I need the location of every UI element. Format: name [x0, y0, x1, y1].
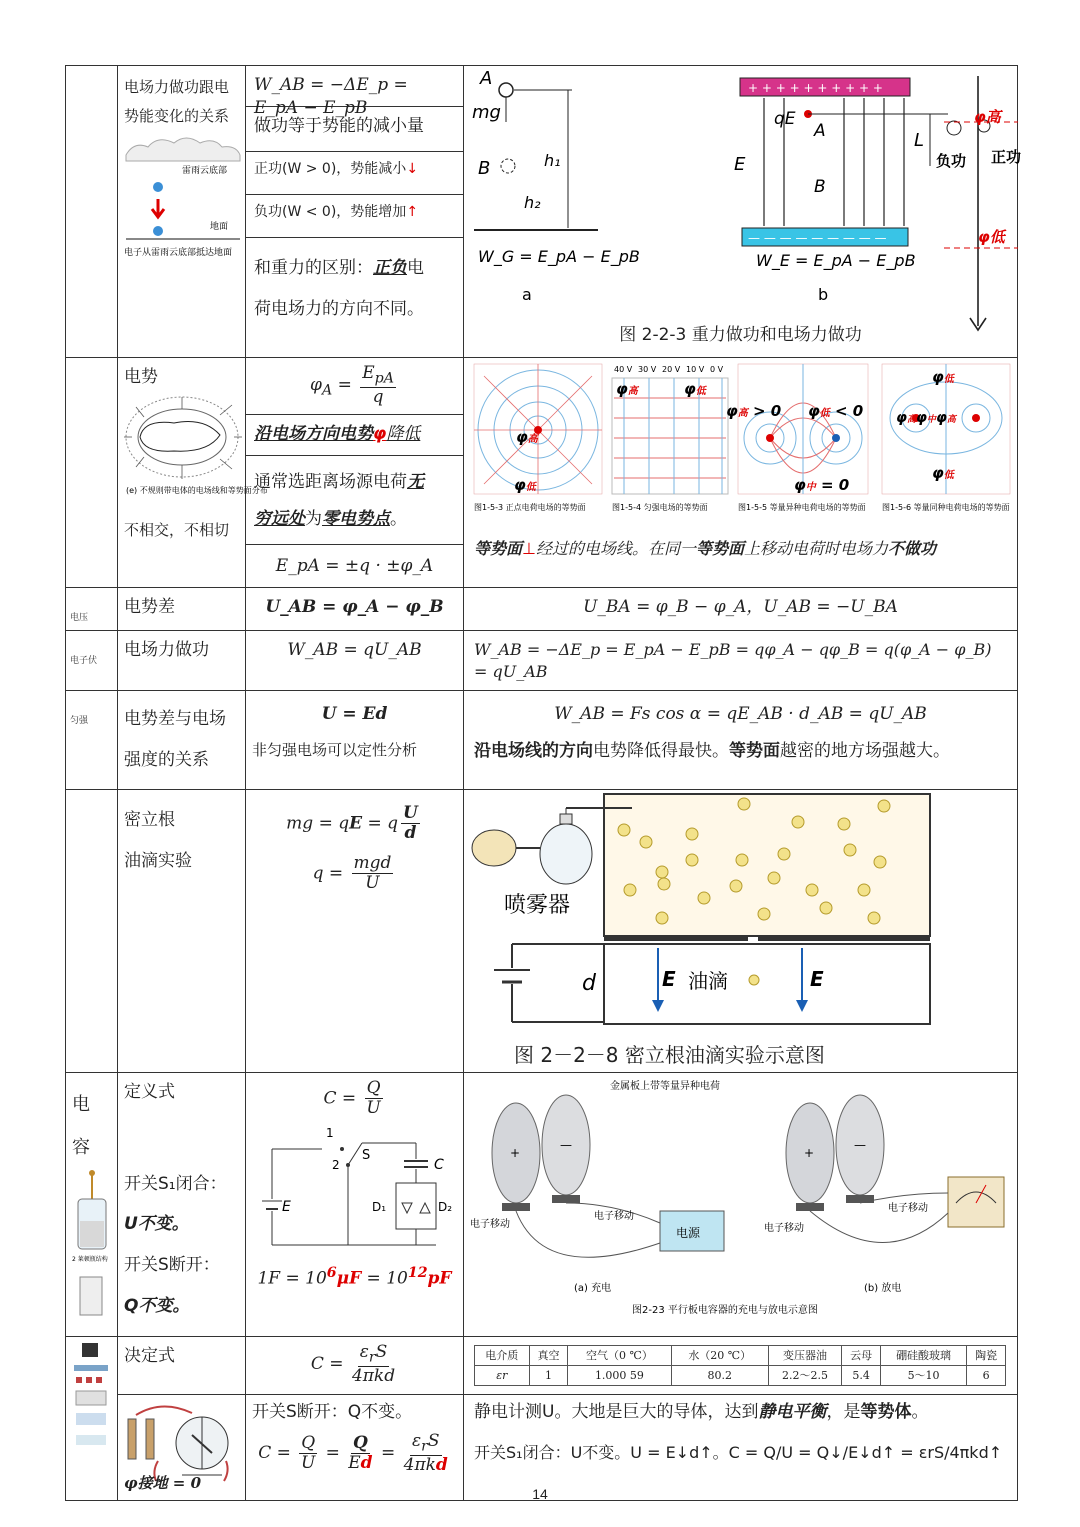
diel-v4: 2.2～2.5 — [768, 1366, 841, 1386]
eq-note-a: 等势面 — [474, 538, 523, 558]
volt-tick-1: 30 V — [638, 364, 657, 374]
ue-note-b: 电势降低得最快。 — [593, 741, 729, 762]
bottle-caption: 2 莱顿瓶结构 — [72, 1256, 108, 1264]
down-arrow-icon — [152, 199, 164, 217]
dielectric-header-row — [475, 1346, 1006, 1366]
electron-move-2: 电子移动 — [594, 1210, 634, 1222]
electrometer-switch-open: 开关S断开：Q不变。 — [252, 1402, 413, 1423]
row-work-energy — [66, 66, 1018, 358]
svg-text:—: — — [854, 1137, 866, 1152]
millikan-apparatus — [464, 790, 1018, 1040]
fig-opposite-charges — [726, 364, 868, 494]
em-line1-e: 。 — [911, 1402, 929, 1423]
diff-emph: 正负 — [373, 258, 407, 278]
circuit-d1: D₁ — [372, 1199, 387, 1214]
switch-open: 开关S断开： — [124, 1255, 220, 1276]
units-exp2: 12 — [407, 1264, 428, 1281]
svg-text:— — — — — — — — —: — — — — — — — — — — [748, 231, 887, 245]
svg-text:φ低: φ低 — [514, 475, 536, 494]
surface-caption: (e) 不规则带电体的电场线和等势面分布 — [126, 485, 268, 495]
electron-move-1: 电子移动 — [470, 1218, 510, 1230]
svg-text:mg: mg — [472, 102, 501, 123]
zero-line2b: 为 — [305, 509, 322, 530]
diel-h7: 陶瓷 — [967, 1346, 1006, 1366]
formula-cell-potential — [246, 357, 464, 587]
decision-formula: C = $\frac{\varepsilon_rS}{\text{4πkd}}$ — [246, 1337, 464, 1395]
rule-tail: 降低 — [386, 423, 421, 444]
side-label-ev: 电子伏 — [70, 655, 98, 666]
side-cell-empty-6 — [66, 789, 118, 1072]
millikan-formula-1: mg = qE = q $\frac{U}{d}$ — [286, 802, 418, 844]
q-const: Q不变。 — [124, 1296, 190, 1317]
potential-label: 电势 — [124, 366, 158, 387]
side-cell-icons — [66, 1337, 118, 1501]
diel-h3: 水（20 ℃） — [671, 1346, 768, 1366]
arrow-up-icon: ↑ — [406, 204, 419, 220]
diel-v5: 5.4 — [842, 1366, 881, 1386]
irregular-conductor-figure — [124, 389, 268, 499]
u-const: U不变。 — [124, 1214, 189, 1235]
positive-work: 正功(W > 0)，势能减小 — [254, 161, 407, 177]
zero-line1a: 通常选距离场源电荷 — [254, 471, 407, 492]
circuit-s: S — [362, 1147, 371, 1163]
svg-text:E: E — [734, 154, 746, 175]
em-line2: 开关S₁闭合：U不变。U = E↓d↑。C = Q/U = Q↓/E↓d↑ = εrS/4πkd↑ — [474, 1443, 1003, 1463]
fig-a-label: a — [522, 285, 532, 304]
no-intersect: 不相交，不相切 — [124, 520, 230, 539]
diel-h1: 真空 — [529, 1346, 568, 1366]
ue-note-d: 越密的地方场强越大。 — [780, 741, 950, 762]
formula-cell-work — [246, 66, 464, 358]
arrow-down-icon: ↓ — [406, 161, 419, 177]
figure-caption-223: 图 2-2-3 重力做功和电场力做功 — [619, 325, 862, 345]
circuit-d2: D₂ — [438, 1199, 453, 1214]
device-icons — [70, 1341, 112, 1461]
formula-pd: U_AB = φ_A − φ_B — [246, 587, 464, 630]
em-line1-d: 等势体 — [860, 1402, 912, 1423]
row-capacitor — [66, 1072, 1018, 1336]
svg-text:φ低: φ低 — [684, 379, 706, 398]
notes-table — [65, 65, 1022, 1501]
millikan-e-2: E — [810, 966, 824, 991]
small-caption: 电子从雷雨云底部抵达地面 — [124, 248, 233, 258]
diel-v1: 1 — [529, 1366, 568, 1386]
circuit-1: 1 — [326, 1125, 334, 1140]
electron-top — [153, 182, 163, 192]
eq-note-d: 等势面 — [695, 538, 744, 558]
eq-note-b: ⊥ — [522, 538, 536, 558]
svg-text:+: + — [510, 1145, 521, 1160]
circuit-c: C — [434, 1156, 444, 1173]
svg-text:φ中 = 0: φ中 = 0 — [794, 475, 850, 494]
work-equals: 做功等于势能的减小量 — [246, 107, 463, 152]
row-u-e — [66, 691, 1018, 790]
row-potential — [66, 357, 1018, 587]
side-label-2: 容 — [72, 1136, 90, 1158]
millikan-d: d — [582, 970, 596, 996]
gravity-electric-work-figure — [464, 66, 1022, 350]
units-b: = 10 — [361, 1268, 408, 1289]
formula-work: W_AB = −ΔE_p = E_pA − E_pB — [246, 66, 463, 107]
cap-fig-caption: 图2-23 平行板电容器的充电与放电示意图 — [632, 1304, 818, 1316]
sprayer-label: 喷雾器 — [504, 892, 571, 918]
cloud-ground-illustration — [124, 131, 242, 261]
figure-cell-work — [464, 66, 1022, 358]
diel-h2: 空气（0 ℃） — [568, 1346, 671, 1366]
svg-text:φ高: φ高 — [516, 427, 538, 446]
svg-text:A: A — [814, 121, 826, 141]
volt-tick-2: 20 V — [662, 364, 681, 374]
diel-h6: 硼硅酸玻璃 — [880, 1346, 966, 1366]
units-end: pF — [427, 1268, 452, 1289]
diff-suffix: 电 — [407, 258, 424, 278]
diel-v3: 80.2 — [671, 1366, 768, 1386]
ground-label: 地面 — [210, 222, 229, 232]
pos-work-label: 正功 — [991, 148, 1022, 166]
electron-bottom — [153, 226, 163, 236]
units-line — [252, 1264, 457, 1291]
right-wf: W_AB = −ΔE_p = E_pA − E_pB = qφ_A − qφ_B = q(φ_A − φ_B) = qU_AB — [464, 630, 1018, 690]
millikan-label-1: 密立根 — [124, 809, 175, 830]
row-field-work — [66, 630, 1018, 690]
fig-b-label: b — [818, 285, 829, 304]
switch-closed: 开关S₁闭合： — [124, 1173, 227, 1194]
svg-text:φ高φ中φ高: φ高φ中φ高 — [896, 409, 956, 426]
row-decision — [66, 1337, 1018, 1395]
units-exp1: 6 — [326, 1264, 337, 1281]
electron-move-4: 电子移动 — [888, 1202, 928, 1214]
cloud-label: 雷雨云底部 — [182, 166, 228, 176]
millikan-e-1: E — [662, 966, 676, 991]
fig-b-formula: W_E = E_pA − E_pB — [756, 251, 916, 270]
potential-formula: $\varphi_A$ = $\frac{E_{pA}}{q}$ — [246, 358, 463, 415]
charging-label: (a) 充电 — [574, 1282, 612, 1294]
side-cell-empty — [66, 66, 118, 358]
diel-v7: 6 — [967, 1366, 1006, 1386]
svg-text:φ低: φ低 — [932, 463, 954, 482]
volt-tick-3: 10 V — [686, 364, 705, 374]
diff-line2: 荷电场力的方向不同。 — [254, 298, 424, 319]
plate-note: 金属板上带等量异种电荷 — [610, 1080, 720, 1092]
em-line1-b: 静电平衡 — [758, 1402, 827, 1423]
formula-ue: U = Ed — [321, 704, 388, 725]
zero-line2d: 。 — [390, 509, 407, 530]
millikan-formula-2: q = $\frac{\text{mgd}}{U}$ — [312, 852, 392, 894]
volt-tick-0: 40 V — [614, 364, 633, 374]
svg-text:qE: qE — [774, 109, 796, 129]
discharging-label: (b) 放电 — [864, 1282, 902, 1294]
row-electrometer — [66, 1395, 1018, 1501]
dielectric-value-row — [475, 1366, 1006, 1386]
side-label-voltage: 电压 — [70, 612, 89, 623]
svg-text:h₂: h₂ — [524, 193, 541, 212]
label-cell-work — [118, 66, 246, 358]
capacitance-formula: C = $\frac{Q}{U}$ — [323, 1077, 381, 1119]
eq-note-f: 不做功 — [888, 538, 937, 558]
row-potential-difference — [66, 587, 1018, 630]
label-pd: 电势差 — [118, 587, 246, 630]
capacitor-charge-discharge — [464, 1073, 1018, 1323]
circuit-2: 2 — [332, 1157, 340, 1172]
em-line1-c: ，是 — [826, 1402, 861, 1423]
electron-move-3: 电子移动 — [764, 1222, 804, 1234]
side-label-1: 电 — [72, 1093, 90, 1115]
label-ue-2: 强度的关系 — [124, 749, 209, 770]
fig-caption-154: 图1-5-4 匀强电场的等势面 — [612, 502, 708, 512]
diel-h0: 电介质 — [475, 1346, 530, 1366]
side-cell-capacitor — [66, 1072, 118, 1336]
phi-ground: φ接地 = 0 — [124, 1474, 202, 1493]
right-pd: U_BA = φ_B − φ_A，U_AB = −U_BA — [464, 587, 1018, 630]
zero-line2a: 穷远处 — [254, 509, 305, 530]
svg-text:B: B — [814, 177, 826, 197]
capacitor-circuit — [252, 1119, 458, 1251]
fig-caption-156: 图1-5-6 等量同种电荷电场的等势面 — [882, 502, 1010, 512]
electrometer-figure-cell — [118, 1395, 246, 1501]
equipotential-figures — [464, 358, 1018, 530]
label-wf: 电场力做功 — [118, 630, 246, 690]
diel-v0: εr — [475, 1366, 530, 1386]
units-a: 1F = 10 — [257, 1268, 327, 1289]
fig-like-charges — [882, 364, 1010, 494]
side-cell-empty-2 — [66, 357, 118, 587]
svg-text:φ低: φ低 — [932, 367, 954, 386]
circuit-e: E — [282, 1198, 291, 1215]
millikan-caption: 图 2－2－8 密立根油滴实验示意图 — [514, 1042, 825, 1067]
svg-text:+: + — [804, 1145, 815, 1160]
diel-v2: 1.000 59 — [568, 1366, 671, 1386]
svg-text:L: L — [914, 130, 925, 151]
decision-label: 决定式 — [118, 1337, 246, 1395]
units-mid: μF — [336, 1268, 362, 1289]
label-line1: 电场力做功跟电 — [124, 78, 230, 96]
diel-h4: 变压器油 — [768, 1346, 841, 1366]
diff-prefix: 和重力的区别： — [254, 258, 373, 278]
formula-wf: W_AB = qU_AB — [246, 630, 464, 690]
svg-text:φ高: φ高 — [616, 379, 638, 398]
fig-caption-153: 图1-5-3 正点电荷电场的等势面 — [474, 502, 586, 512]
label-line2: 势能变化的关系 — [124, 107, 230, 125]
row-millikan — [66, 789, 1018, 1072]
svg-text:B: B — [478, 158, 491, 179]
phi-high-label: φ高 — [974, 108, 1001, 126]
fig-uniform-field — [612, 365, 728, 494]
nonuniform-note: 非匀强电场可以定性分析 — [252, 741, 418, 760]
def-label: 定义式 — [124, 1081, 175, 1102]
leyden-jar-figure — [72, 1169, 112, 1319]
notes-page — [65, 65, 1022, 1493]
oil-drop-label: 油滴 — [688, 968, 728, 993]
fig-point-charge — [474, 364, 602, 494]
negative-work: 负功(W < 0)，势能增加 — [254, 204, 407, 220]
ue-note-c: 等势面 — [729, 741, 780, 762]
ue-note-a: 沿电场线的方向 — [474, 741, 593, 762]
eq-note-c: 经过的电场线。在同一 — [535, 538, 696, 558]
svg-text:A: A — [480, 68, 493, 89]
svg-text:φ低 < 0: φ低 < 0 — [808, 401, 864, 420]
diel-h5: 云母 — [842, 1346, 881, 1366]
page-number: 14 — [532, 1486, 548, 1502]
side-label-uniform: 匀强 — [70, 716, 89, 727]
svg-text:h₁: h₁ — [544, 151, 561, 170]
millikan-label-2: 油滴实验 — [124, 850, 192, 871]
zero-line1b: 无 — [407, 471, 424, 492]
volt-tick-4: 0 V — [710, 364, 724, 374]
fig-a-formula: W_G = E_pA − E_pB — [478, 247, 640, 266]
dielectric-table — [474, 1345, 1006, 1386]
svg-text:—: — — [560, 1137, 572, 1152]
rule-phi: φ — [373, 423, 387, 444]
label-cell-potential — [118, 357, 268, 587]
right-ue-formula: W_AB = Fs cos α = qE_AB · d_AB = qU_AB — [554, 704, 927, 725]
svg-text:φ高 > 0: φ高 > 0 — [726, 401, 782, 420]
em-line1-a: 静电计测U。大地是巨大的导体，达到 — [474, 1402, 759, 1423]
diel-v6: 5～10 — [880, 1366, 966, 1386]
neg-work-label: 负功 — [936, 152, 967, 170]
fig-caption-155: 图1-5-5 等量异种电荷电场的等势面 — [738, 502, 866, 512]
svg-text:+ + + + + + + + + +: + + + + + + + + + + — [748, 81, 883, 95]
phi-low-label: φ低 — [978, 228, 1005, 246]
electrometer-formula: C = $\frac{Q}{U}$ = $\frac{Q}{Ed}$ = $\frac{\varepsilon_rS}{\text{4πkd}}$ — [258, 1431, 448, 1476]
energy-formula: E_pA = ±q · ±φ_A — [275, 555, 434, 576]
power-source: 电源 — [676, 1225, 701, 1240]
eq-note-e: 上移动电荷时电场力 — [743, 538, 888, 558]
rule-emph: 沿电场方向电势 — [254, 423, 373, 444]
zero-line2c: 零电势点 — [322, 509, 390, 530]
label-ue-1: 电势差与电场 — [124, 709, 226, 730]
figure-cell-potential — [464, 357, 1018, 587]
